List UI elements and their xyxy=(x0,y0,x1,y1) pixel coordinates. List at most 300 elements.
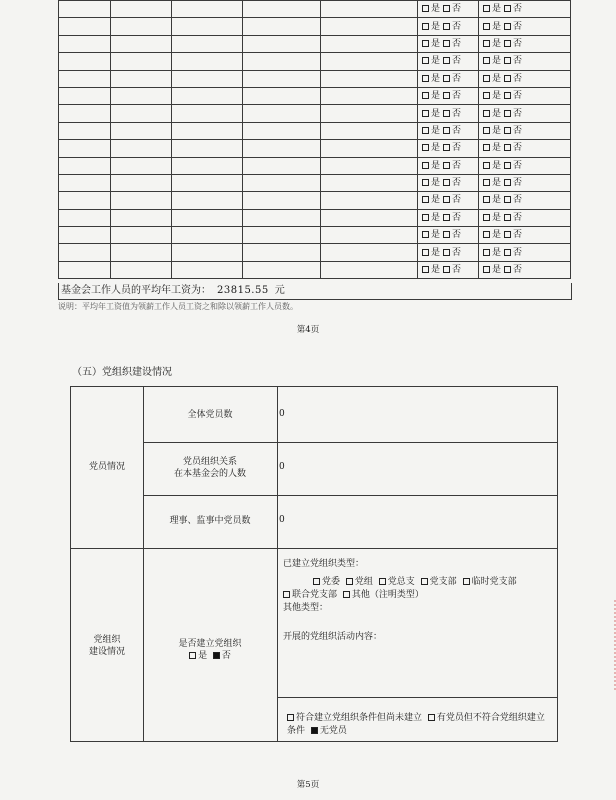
staff-row xyxy=(59,105,571,122)
staff-cell xyxy=(172,227,243,244)
no-label: 否 xyxy=(452,160,462,171)
yes-checkbox[interactable] xyxy=(422,179,429,186)
org-types-title: 已建立党组织类型： xyxy=(283,559,365,569)
no-checkbox[interactable] xyxy=(504,75,511,82)
staff-cell xyxy=(172,140,243,157)
no-label: 否 xyxy=(513,178,523,189)
no-label: 否 xyxy=(513,56,523,67)
staff-row xyxy=(59,244,571,261)
staff-cell xyxy=(321,209,418,226)
established-question: 是否建立党组织 xyxy=(178,639,242,649)
yes-no-cell xyxy=(418,87,479,104)
relation-label-line1: 党员组织关系 xyxy=(182,457,237,467)
staff-cell xyxy=(172,122,243,139)
yes-no-cell xyxy=(479,261,571,278)
no-label: 否 xyxy=(513,265,523,276)
yes-no-cell xyxy=(479,53,571,70)
not-established-block xyxy=(287,712,552,738)
no-label: 否 xyxy=(452,212,462,223)
yes-label: 是 xyxy=(431,108,441,119)
no-checkbox[interactable] xyxy=(443,214,450,221)
yes-label: 是 xyxy=(492,178,502,189)
no-label: 否 xyxy=(452,247,462,258)
staff-cell xyxy=(111,35,172,52)
yes-no-cell xyxy=(479,18,571,35)
yes-label: 是 xyxy=(431,178,441,189)
not-established-checkbox[interactable] xyxy=(428,714,435,721)
type-checkbox[interactable] xyxy=(346,578,353,585)
members-header: 党员情况 xyxy=(88,462,125,472)
grid-line xyxy=(277,387,278,741)
no-checkbox[interactable] xyxy=(504,23,511,30)
no-checkbox[interactable] xyxy=(443,127,450,134)
yes-no-cell xyxy=(418,244,479,261)
staff-table xyxy=(58,0,571,279)
yes-label: 是 xyxy=(492,125,502,136)
yes-checkbox[interactable] xyxy=(483,162,490,169)
staff-cell xyxy=(172,192,243,209)
staff-cell xyxy=(172,105,243,122)
type-checkbox[interactable] xyxy=(421,578,428,585)
yes-no-cell xyxy=(479,209,571,226)
total-members-value: 0 xyxy=(279,409,285,419)
staff-cell xyxy=(321,87,418,104)
no-checkbox[interactable] xyxy=(443,144,450,151)
staff-cell xyxy=(321,140,418,157)
scan-edge-mark xyxy=(606,600,616,690)
staff-cell xyxy=(111,174,172,191)
staff-cell xyxy=(321,227,418,244)
no-label: 否 xyxy=(513,247,523,258)
yes-checkbox[interactable] xyxy=(483,144,490,151)
yes-no-cell xyxy=(479,35,571,52)
staff-cell xyxy=(59,157,111,174)
staff-cell xyxy=(59,1,111,18)
yes-no-cell xyxy=(418,70,479,87)
yes-no-cell xyxy=(479,140,571,157)
staff-row xyxy=(59,35,571,52)
no-checkbox[interactable] xyxy=(443,231,450,238)
yes-no-cell xyxy=(418,18,479,35)
no-label: 否 xyxy=(452,38,462,49)
no-checkbox[interactable] xyxy=(443,249,450,256)
yes-no-cell xyxy=(479,122,571,139)
staff-cell xyxy=(172,53,243,70)
staff-cell xyxy=(172,87,243,104)
no-label: 否 xyxy=(452,265,462,276)
staff-cell xyxy=(243,70,321,87)
staff-cell xyxy=(321,53,418,70)
no-label: 否 xyxy=(513,91,523,102)
staff-cell xyxy=(111,261,172,278)
staff-cell xyxy=(321,244,418,261)
staff-cell xyxy=(172,1,243,18)
yes-label: 是 xyxy=(431,143,441,154)
yes-checkbox[interactable] xyxy=(422,266,429,273)
staff-cell xyxy=(59,174,111,191)
staff-cell xyxy=(321,174,418,191)
staff-cell xyxy=(111,122,172,139)
yes-checkbox[interactable] xyxy=(422,40,429,47)
staff-cell xyxy=(59,122,111,139)
type-option: 党支部 xyxy=(429,577,457,587)
type-option: 党总支 xyxy=(387,577,415,587)
yes-label: 是 xyxy=(431,195,441,206)
staff-cell xyxy=(111,244,172,261)
staff-cell xyxy=(111,87,172,104)
yes-checkbox[interactable] xyxy=(483,249,490,256)
staff-cell xyxy=(243,140,321,157)
yes-label: 是 xyxy=(492,21,502,32)
type-checkbox[interactable] xyxy=(379,578,386,585)
yes-label: 是 xyxy=(492,195,502,206)
staff-cell xyxy=(59,18,111,35)
no-label: 否 xyxy=(452,195,462,206)
staff-cell xyxy=(172,18,243,35)
yes-label: 是 xyxy=(492,230,502,241)
staff-cell xyxy=(172,261,243,278)
staff-cell xyxy=(243,1,321,18)
staff-cell xyxy=(172,157,243,174)
staff-row xyxy=(59,261,571,278)
grid-line xyxy=(143,495,557,496)
yes-no-cell xyxy=(418,105,479,122)
staff-cell xyxy=(111,18,172,35)
staff-cell xyxy=(243,244,321,261)
established-yes-label: 是 xyxy=(198,651,208,661)
staff-cell xyxy=(321,157,418,174)
yes-no-cell xyxy=(479,174,571,191)
no-label: 否 xyxy=(513,125,523,136)
yes-checkbox[interactable] xyxy=(483,75,490,82)
staff-row xyxy=(59,53,571,70)
no-checkbox[interactable] xyxy=(504,266,511,273)
no-checkbox[interactable] xyxy=(443,110,450,117)
staff-cell xyxy=(59,192,111,209)
staff-row xyxy=(59,70,571,87)
page-number-4: 第4页 xyxy=(296,325,320,335)
staff-row xyxy=(59,140,571,157)
salary-note: 说明：平均年工资值为领薪工作人员工资之和除以领薪工作人员数。 xyxy=(58,302,298,311)
org-types-block xyxy=(283,558,553,644)
staff-cell xyxy=(243,192,321,209)
no-checkbox[interactable] xyxy=(504,92,511,99)
yes-label: 是 xyxy=(492,265,502,276)
yes-no-cell xyxy=(479,227,571,244)
no-checkbox[interactable] xyxy=(443,162,450,169)
staff-row xyxy=(59,209,571,226)
yes-checkbox[interactable] xyxy=(422,231,429,238)
yes-checkbox[interactable] xyxy=(483,40,490,47)
no-checkbox[interactable] xyxy=(443,75,450,82)
no-checkbox[interactable] xyxy=(504,196,511,203)
yes-checkbox[interactable] xyxy=(422,75,429,82)
no-label: 否 xyxy=(513,160,523,171)
yes-label: 是 xyxy=(492,73,502,84)
no-label: 否 xyxy=(513,212,523,223)
yes-checkbox[interactable] xyxy=(483,57,490,64)
yes-checkbox[interactable] xyxy=(422,162,429,169)
yes-checkbox[interactable] xyxy=(483,179,490,186)
no-checkbox[interactable] xyxy=(504,214,511,221)
relation-label-line2: 在本基金会的人数 xyxy=(173,469,246,479)
type-checkbox[interactable] xyxy=(343,591,350,598)
yes-checkbox[interactable] xyxy=(483,92,490,99)
established-question-cell xyxy=(143,638,277,662)
staff-cell xyxy=(172,244,243,261)
staff-cell xyxy=(243,227,321,244)
yes-checkbox[interactable] xyxy=(422,127,429,134)
yes-no-cell xyxy=(418,261,479,278)
type-option: 其他（注明类型） xyxy=(351,590,424,600)
staff-cell xyxy=(243,174,321,191)
staff-cell xyxy=(59,105,111,122)
yes-checkbox[interactable] xyxy=(422,144,429,151)
yes-checkbox[interactable] xyxy=(483,23,490,30)
staff-cell xyxy=(172,35,243,52)
salary-label: 基金会工作人员的平均年工资为： xyxy=(61,285,211,296)
grid-line xyxy=(277,697,557,698)
yes-no-cell xyxy=(479,192,571,209)
yes-label: 是 xyxy=(492,160,502,171)
yes-label: 是 xyxy=(431,21,441,32)
yes-checkbox[interactable] xyxy=(483,110,490,117)
no-label: 否 xyxy=(513,38,523,49)
no-checkbox[interactable] xyxy=(443,196,450,203)
no-checkbox[interactable] xyxy=(504,5,511,12)
yes-no-cell xyxy=(479,70,571,87)
yes-label: 是 xyxy=(431,91,441,102)
staff-cell xyxy=(243,157,321,174)
yes-no-cell xyxy=(479,157,571,174)
no-label: 否 xyxy=(452,125,462,136)
staff-cell xyxy=(111,105,172,122)
staff-cell xyxy=(59,87,111,104)
staff-cell xyxy=(59,244,111,261)
yes-checkbox[interactable] xyxy=(422,57,429,64)
yes-no-cell xyxy=(479,244,571,261)
staff-cell xyxy=(321,105,418,122)
staff-cell xyxy=(59,53,111,70)
yes-no-cell xyxy=(418,35,479,52)
staff-row xyxy=(59,227,571,244)
staff-cell xyxy=(243,261,321,278)
yes-no-cell xyxy=(418,140,479,157)
staff-cell xyxy=(59,140,111,157)
yes-checkbox[interactable] xyxy=(483,266,490,273)
no-checkbox[interactable] xyxy=(504,179,511,186)
yes-checkbox[interactable] xyxy=(422,196,429,203)
no-label: 否 xyxy=(452,178,462,189)
staff-cell xyxy=(59,209,111,226)
yes-label: 是 xyxy=(431,125,441,136)
total-members-label: 全体党员数 xyxy=(187,410,233,420)
no-label: 否 xyxy=(452,91,462,102)
yes-label: 是 xyxy=(492,143,502,154)
yes-no-cell xyxy=(418,174,479,191)
no-checkbox[interactable] xyxy=(443,92,450,99)
yes-no-cell xyxy=(418,53,479,70)
no-label: 否 xyxy=(513,108,523,119)
no-label: 否 xyxy=(513,4,523,15)
salary-value: 23815.55 xyxy=(217,285,269,296)
yes-checkbox[interactable] xyxy=(422,5,429,12)
no-checkbox[interactable] xyxy=(504,127,511,134)
other-types-label: 其他类型： xyxy=(283,603,329,613)
staff-row xyxy=(59,87,571,104)
yes-label: 是 xyxy=(492,56,502,67)
staff-cell xyxy=(111,209,172,226)
staff-cell xyxy=(111,192,172,209)
staff-cell xyxy=(243,209,321,226)
type-checkbox[interactable] xyxy=(313,578,320,585)
building-header-line1: 党组织 xyxy=(93,635,121,645)
no-checkbox[interactable] xyxy=(504,57,511,64)
staff-row xyxy=(59,157,571,174)
grid-line xyxy=(143,442,557,443)
yes-no-cell xyxy=(479,1,571,18)
yes-label: 是 xyxy=(431,212,441,223)
party-organization-table xyxy=(70,386,558,742)
yes-no-cell xyxy=(479,105,571,122)
no-label: 否 xyxy=(452,108,462,119)
yes-checkbox[interactable] xyxy=(422,249,429,256)
staff-cell xyxy=(243,18,321,35)
yes-label: 是 xyxy=(492,212,502,223)
type-option: 党委 xyxy=(322,577,341,587)
staff-row xyxy=(59,18,571,35)
staff-row xyxy=(59,1,571,18)
no-label: 否 xyxy=(513,21,523,32)
building-header-line2: 建设情况 xyxy=(88,647,125,657)
yes-label: 是 xyxy=(431,265,441,276)
no-checkbox[interactable] xyxy=(443,23,450,30)
staff-cell xyxy=(172,209,243,226)
staff-cell xyxy=(59,227,111,244)
staff-cell xyxy=(172,174,243,191)
yes-no-cell xyxy=(418,227,479,244)
yes-no-cell xyxy=(418,122,479,139)
not-established-option: 符合建立党组织条件但尚未建立 xyxy=(296,713,423,723)
no-checkbox[interactable] xyxy=(504,231,511,238)
yes-no-cell xyxy=(479,87,571,104)
staff-cell xyxy=(321,70,418,87)
org-type-options-line2 xyxy=(283,589,553,602)
no-checkbox[interactable] xyxy=(443,5,450,12)
no-label: 否 xyxy=(452,230,462,241)
no-checkbox[interactable] xyxy=(504,144,511,151)
grid-line xyxy=(71,548,557,549)
average-salary-row xyxy=(58,283,572,300)
yes-label: 是 xyxy=(431,247,441,258)
yes-checkbox[interactable] xyxy=(483,231,490,238)
no-label: 否 xyxy=(452,21,462,32)
staff-cell xyxy=(321,18,418,35)
org-type-options xyxy=(283,576,553,589)
yes-checkbox[interactable] xyxy=(483,214,490,221)
yes-no-cell xyxy=(418,192,479,209)
yes-label: 是 xyxy=(431,230,441,241)
not-established-checkbox[interactable] xyxy=(287,714,294,721)
yes-checkbox[interactable] xyxy=(422,214,429,221)
yes-label: 是 xyxy=(431,73,441,84)
staff-row xyxy=(59,192,571,209)
yes-label: 是 xyxy=(431,160,441,171)
established-yes-checkbox[interactable] xyxy=(189,652,196,659)
no-checkbox[interactable] xyxy=(504,249,511,256)
activities-label: 开展的党组织活动内容： xyxy=(283,632,383,642)
staff-cell xyxy=(321,261,418,278)
staff-cell xyxy=(59,261,111,278)
no-checkbox[interactable] xyxy=(504,40,511,47)
yes-label: 是 xyxy=(492,38,502,49)
no-label: 否 xyxy=(452,143,462,154)
staff-cell xyxy=(111,53,172,70)
staff-cell xyxy=(321,122,418,139)
no-label: 否 xyxy=(513,143,523,154)
yes-checkbox[interactable] xyxy=(422,23,429,30)
staff-row xyxy=(59,122,571,139)
no-checkbox[interactable] xyxy=(504,110,511,117)
yes-label: 是 xyxy=(492,4,502,15)
no-checkbox[interactable] xyxy=(443,266,450,273)
staff-cell xyxy=(111,140,172,157)
yes-checkbox[interactable] xyxy=(483,196,490,203)
staff-row xyxy=(59,174,571,191)
yes-no-cell xyxy=(418,157,479,174)
yes-label: 是 xyxy=(431,38,441,49)
yes-checkbox[interactable] xyxy=(483,5,490,12)
no-members-checkbox[interactable] xyxy=(311,727,318,734)
no-label: 否 xyxy=(513,195,523,206)
not-established-option: 有党员但不符合党组织建立条件 xyxy=(287,713,545,736)
no-checkbox[interactable] xyxy=(443,40,450,47)
staff-cell xyxy=(243,122,321,139)
no-checkbox[interactable] xyxy=(504,162,511,169)
board-members-value: 0 xyxy=(279,515,285,525)
staff-cell xyxy=(59,35,111,52)
yes-no-cell xyxy=(418,1,479,18)
yes-checkbox[interactable] xyxy=(483,127,490,134)
section-title: （五）党组织建设情况 xyxy=(72,367,172,378)
staff-cell xyxy=(243,87,321,104)
building-header xyxy=(71,634,143,658)
staff-cell xyxy=(111,1,172,18)
no-label: 否 xyxy=(452,56,462,67)
no-checkbox[interactable] xyxy=(443,179,450,186)
type-checkbox[interactable] xyxy=(463,578,470,585)
yes-checkbox[interactable] xyxy=(422,92,429,99)
no-label: 否 xyxy=(513,230,523,241)
relation-members-value: 0 xyxy=(279,462,285,472)
type-option: 党组 xyxy=(354,577,373,587)
page-number-5: 第5页 xyxy=(296,780,320,790)
staff-cell xyxy=(321,35,418,52)
type-option: 联合党支部 xyxy=(292,590,338,600)
yes-label: 是 xyxy=(431,56,441,67)
established-no-checkbox[interactable] xyxy=(213,652,220,659)
staff-cell xyxy=(243,35,321,52)
staff-cell xyxy=(59,70,111,87)
staff-cell xyxy=(111,70,172,87)
yes-label: 是 xyxy=(492,108,502,119)
yes-label: 是 xyxy=(492,247,502,258)
staff-cell xyxy=(172,70,243,87)
grid-line xyxy=(143,387,144,741)
yes-checkbox[interactable] xyxy=(422,110,429,117)
no-checkbox[interactable] xyxy=(443,57,450,64)
type-checkbox[interactable] xyxy=(283,591,290,598)
